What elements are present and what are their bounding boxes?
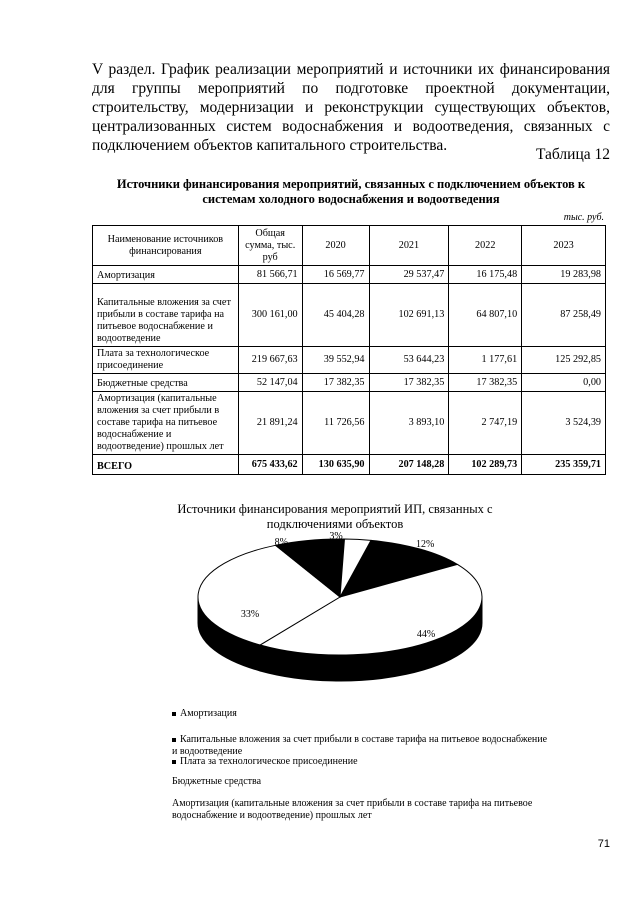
table-title: Источники финансирования мероприятий, связанных с подключением объектов к системам холодного водоснабжения и водоотведения	[116, 177, 586, 206]
row-2022: 2 747,19	[449, 392, 522, 455]
header-2023: 2023	[522, 226, 606, 266]
row-2021: 17 382,35	[369, 374, 449, 392]
header-total: Общая сумма, тыс. руб	[238, 226, 302, 266]
data-label-44pct: 44%	[416, 629, 436, 640]
total-name: ВСЕГО	[93, 455, 239, 475]
data-label-3pct: 3%	[329, 531, 343, 542]
page-number: 71	[597, 838, 610, 850]
row-2023: 125 292,85	[522, 347, 606, 374]
header-2021: 2021	[369, 226, 449, 266]
row-2023: 19 283,98	[522, 266, 606, 284]
financing-table	[92, 225, 606, 475]
units-label: тыс. руб.	[563, 212, 604, 223]
row-total: 21 891,24	[238, 392, 302, 455]
row-2022: 16 175,48	[449, 266, 522, 284]
row-2023: 0,00	[522, 374, 606, 392]
header-2020: 2020	[302, 226, 369, 266]
legend-item	[172, 734, 552, 758]
table-row	[93, 266, 606, 284]
total-2022: 102 289,73	[449, 455, 522, 475]
total-2020: 130 635,90	[302, 455, 369, 475]
legend-bullet	[172, 738, 176, 742]
table-row	[93, 284, 606, 347]
row-name: Амортизация (капитальные вложения за счет прибыли в составе тарифа на питьевое водоснабжение и водоотведение) прошлых лет	[93, 392, 239, 455]
row-2021: 3 893,10	[369, 392, 449, 455]
row-2021: 29 537,47	[369, 266, 449, 284]
legend-label: Плата за технологическое присоединение	[180, 756, 358, 767]
legend-item	[172, 708, 552, 720]
row-2023: 3 524,39	[522, 392, 606, 455]
legend-bullet	[172, 712, 176, 716]
row-name: Амортизация	[93, 266, 239, 284]
header-source: Наименование источников финансирования	[93, 226, 239, 266]
row-name: Бюджетные средства	[93, 374, 239, 392]
data-label-12pct: 12%	[416, 539, 435, 550]
row-name: Капитальные вложения за счет прибыли в составе тарифа на питьевое водоснабжение и водоотведение	[93, 284, 239, 347]
total-2021: 207 148,28	[369, 455, 449, 475]
row-2020: 39 552,94	[302, 347, 369, 374]
row-2020: 16 569,77	[302, 266, 369, 284]
legend-item	[172, 798, 552, 822]
row-2023: 87 258,49	[522, 284, 606, 347]
row-2022: 1 177,61	[449, 347, 522, 374]
row-2022: 64 807,10	[449, 284, 522, 347]
legend-item	[172, 756, 552, 768]
legend-label: Амортизация (капитальные вложения за счет прибыли в составе тарифа на питьевое водоснабжение и водоотведение) прошлых лет	[172, 798, 533, 821]
row-2020: 11 726,56	[302, 392, 369, 455]
row-total: 52 147,04	[238, 374, 302, 392]
table-number: Таблица 12	[535, 146, 610, 163]
header-2022: 2022	[449, 226, 522, 266]
legend-label: Капитальные вложения за счет прибыли в составе тарифа на питьевое водоснабжение и водоотведение	[172, 734, 548, 757]
table-row	[93, 392, 606, 455]
row-2020: 45 404,28	[302, 284, 369, 347]
chart-title: Источники финансирования мероприятий ИП, связанных с подключениями объектов	[177, 502, 493, 531]
data-label-33pct: 33%	[240, 609, 260, 620]
legend-item	[172, 776, 552, 788]
row-total: 81 566,71	[238, 266, 302, 284]
pie-chart	[180, 525, 500, 705]
section-heading: V раздел. График реализации мероприятий и источники их финансирования для группы мероприятий по подготовке проектной документации, строительству, модернизации и реконструкции существующих объектов, централизованных систем водоснабжения и водоотведения, связанных с подключением объектов капитального строительства.	[92, 61, 610, 154]
legend-bullet	[172, 760, 176, 764]
row-name: Плата за технологическое присоединение	[93, 347, 239, 374]
total-sum: 675 433,62	[238, 455, 302, 475]
legend-label: Бюджетные средства	[172, 776, 262, 787]
row-2020: 17 382,35	[302, 374, 369, 392]
data-label-8pct: 8%	[274, 537, 288, 548]
row-total: 219 667,63	[238, 347, 302, 374]
table-row	[93, 347, 606, 374]
row-total: 300 161,00	[238, 284, 302, 347]
legend-label: Амортизация	[180, 708, 237, 719]
total-2023: 235 359,71	[522, 455, 606, 475]
table-total-row	[93, 455, 606, 475]
row-2021: 102 691,13	[369, 284, 449, 347]
table-header-row	[93, 226, 606, 266]
row-2022: 17 382,35	[449, 374, 522, 392]
table-row	[93, 374, 606, 392]
row-2021: 53 644,23	[369, 347, 449, 374]
